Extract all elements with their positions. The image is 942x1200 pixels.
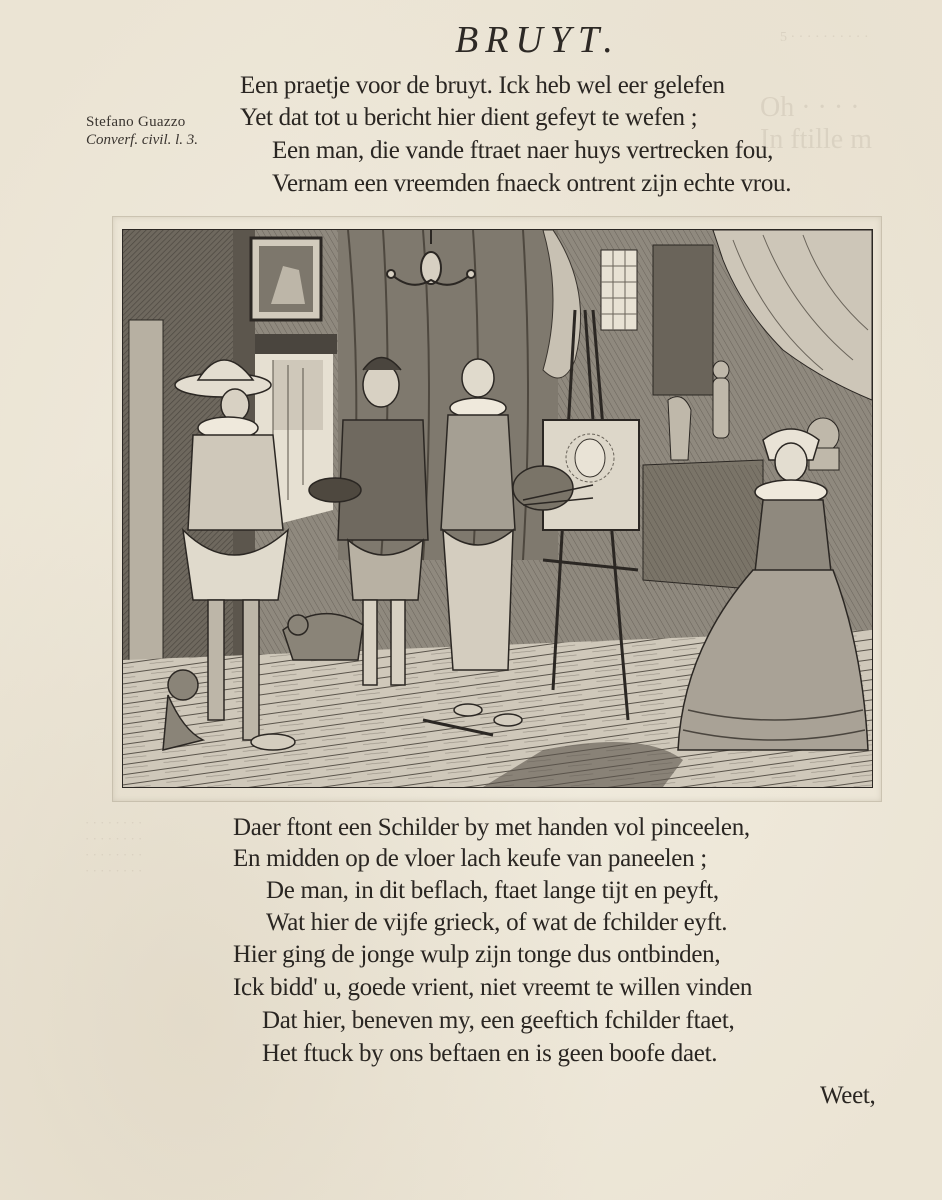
show-through-text: In ftille m	[760, 124, 872, 155]
table	[643, 460, 763, 590]
margin-note-reference: Converf. civil. l. 3.	[86, 132, 199, 148]
verse-line: De man, in dit beflach, ftaet lange tijt en peyft,	[266, 877, 719, 904]
verse-line: Het ftuck by ons beftaen en is geen boofe daet.	[262, 1040, 718, 1067]
page-heading: BRUYT.	[455, 19, 620, 61]
catchword: Weet,	[820, 1082, 876, 1109]
engraving-artwork	[123, 230, 872, 787]
verse-line: En midden op de vloer lach keufe van paneelen ;	[233, 845, 707, 872]
verse-line: Yet dat tot u bericht hier dient gefeyt te wefen ;	[240, 104, 698, 131]
show-through-text: Oh · · · ·	[760, 92, 860, 123]
show-through-text: · · · · · · · · · · · · · · · · · · · · · · · · · · · · · · · ·	[85, 815, 143, 878]
framed-painting	[251, 238, 321, 320]
verse-line: Vernam een vreemden fnaeck ontrent zijn echte vrou.	[272, 170, 792, 197]
engraving-painter-studio	[122, 229, 873, 788]
verse-line: Een praetje voor de bruyt. Ick heb wel eer gelefen	[240, 72, 725, 99]
margin-note-author: Stefano Guazzo	[86, 114, 186, 130]
verse-line: Ick bidd' u, goede vrient, niet vreemt te willen vinden	[233, 974, 753, 1001]
window	[601, 250, 637, 330]
verse-line: Hier ging de jonge wulp zijn tonge dus ontbinden,	[233, 941, 721, 968]
show-through-text: 5 · · · · · · · · · ·	[780, 30, 869, 45]
verse-line: Een man, die vande ftraet naer huys vertrecken fou,	[272, 137, 774, 164]
verse-line: Daer ftont een Schilder by met handen vol pinceelen,	[233, 814, 750, 841]
verse-line: Dat hier, beneven my, een geeftich fchilder ftaet,	[262, 1007, 735, 1034]
verse-line: Wat hier de vijfe grieck, of wat de fchilder eyft.	[266, 909, 728, 936]
